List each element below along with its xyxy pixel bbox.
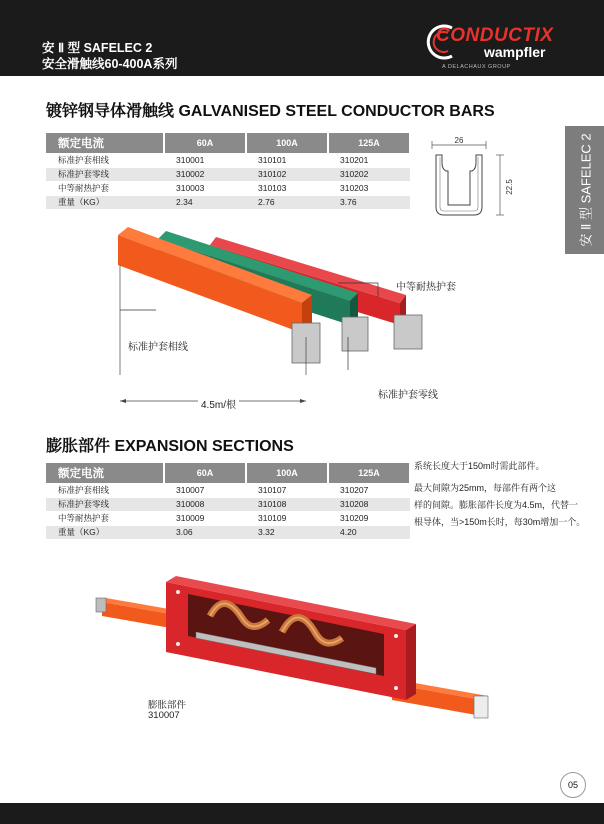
table-row <box>46 483 410 497</box>
table-cell: 310209 <box>328 511 410 525</box>
conductix-logo <box>422 22 582 76</box>
header-subtitle: 安全滑触线60-400A系列 <box>42 57 178 71</box>
table-header-cell: 60A <box>164 463 246 483</box>
table-cell: 重量（KG） <box>46 195 164 209</box>
table-cell: 3.76 <box>328 195 410 209</box>
section1-title: 镀锌钢导体滑触线 GALVANISED STEEL CONDUCTOR BARS <box>46 103 495 120</box>
caption-name: 膨胀部件 <box>148 700 187 711</box>
profile-height-label: 22.5 <box>505 179 514 195</box>
table-cell: 310003 <box>164 181 246 195</box>
note-length: 系统长度大于150m时需此部件。 <box>414 461 545 471</box>
page-number: 05 <box>560 772 586 798</box>
table-cell: 标准护套相线 <box>46 483 164 497</box>
table-header-cell: 125A <box>328 463 410 483</box>
table-header-cell: 60A <box>164 133 246 153</box>
profile-drawing <box>420 135 532 235</box>
length-label: 4.5m/根 <box>198 396 239 411</box>
table-header-cell: 125A <box>328 133 410 153</box>
table-header-cell: 100A <box>246 133 328 153</box>
table-cell: 310202 <box>328 167 410 181</box>
page-footer <box>0 803 604 824</box>
table-cell: 3.06 <box>164 525 246 539</box>
table-row <box>46 511 410 525</box>
table-header-row <box>46 463 410 483</box>
side-tab-label: 安 Ⅱ 型 SAFELEC 2 <box>578 133 593 247</box>
table-cell: 310201 <box>328 153 410 167</box>
table-row <box>46 153 410 167</box>
profile-width-label: 26 <box>454 136 464 145</box>
table-cell: 中等耐热护套 <box>46 181 164 195</box>
label-phase: 标准护套相线 <box>128 342 188 353</box>
table-cell: 中等耐热护套 <box>46 511 164 525</box>
section2-title: 膨胀部件 EXPANSION SECTIONS <box>46 438 294 455</box>
table-row <box>46 497 410 511</box>
table-cell: 2.76 <box>246 195 328 209</box>
table-row <box>46 167 410 181</box>
logo-tagline: A DELACHAUX GROUP <box>442 64 511 70</box>
table-cell: 310103 <box>246 181 328 195</box>
spec-table-2 <box>46 463 411 540</box>
table-header-row <box>46 133 410 153</box>
side-tab <box>565 126 604 254</box>
logo-brand: CONDUCTIX <box>436 25 554 46</box>
table-row <box>46 525 410 539</box>
table-cell: 4.20 <box>328 525 410 539</box>
table-header-cell: 额定电流 <box>46 463 164 483</box>
table-cell: 310101 <box>246 153 328 167</box>
table-row <box>46 181 410 195</box>
note-gap-line: 根导体，当>150m长时，每30m增加一个。 <box>414 517 586 527</box>
table-cell: 310007 <box>164 483 246 497</box>
table-cell: 310208 <box>328 497 410 511</box>
table-cell: 310008 <box>164 497 246 511</box>
table-cell: 标准护套零线 <box>46 167 164 181</box>
table-cell: 310002 <box>164 167 246 181</box>
label-heat-resistant: 中等耐热护套 <box>396 282 456 293</box>
table-cell: 310102 <box>246 167 328 181</box>
table-cell: 2.34 <box>164 195 246 209</box>
table-cell: 310108 <box>246 497 328 511</box>
note-gap <box>414 480 585 531</box>
spec-table-1 <box>46 133 411 210</box>
table-cell: 310109 <box>246 511 328 525</box>
note-gap-line: 样的间隙。膨胀部件长度为4.5m，代替一 <box>414 500 579 510</box>
header-title: 安 Ⅱ 型 SAFELEC 2 <box>42 41 153 55</box>
logo-sub: wampfler <box>484 44 546 60</box>
table-cell: 310001 <box>164 153 246 167</box>
label-neutral: 标准护套零线 <box>378 390 438 401</box>
table-header-cell: 100A <box>246 463 328 483</box>
table-cell: 310107 <box>246 483 328 497</box>
caption-code: 310007 <box>148 710 180 721</box>
table-cell: 标准护套相线 <box>46 153 164 167</box>
page-header <box>0 0 604 76</box>
table-cell: 310207 <box>328 483 410 497</box>
table-cell: 3.32 <box>246 525 328 539</box>
table-cell: 重量（KG） <box>46 525 164 539</box>
table-header-cell: 额定电流 <box>46 133 164 153</box>
table-cell: 标准护套零线 <box>46 497 164 511</box>
table-cell: 310203 <box>328 181 410 195</box>
note-gap-line: 最大间隙为25mm，每部件有两个这 <box>414 483 557 493</box>
table-row <box>46 195 410 209</box>
expansion-section-illustration <box>92 572 502 752</box>
table-cell: 310009 <box>164 511 246 525</box>
